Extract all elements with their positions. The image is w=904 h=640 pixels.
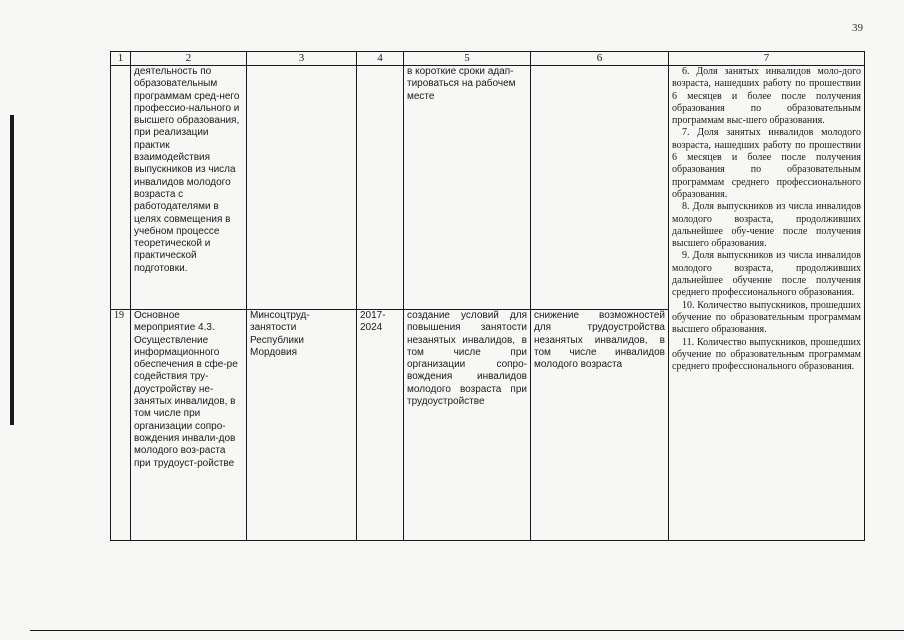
indicator-11: 11. Количество выпускников, прошедших обучение по образовательным программам среднего профессионального образования. — [672, 336, 861, 373]
header-col-7: 7 — [669, 52, 865, 66]
indicator-8: 8. Доля выпускников из числа инвалидов молодого возраста, продолживших дальнейшее обу-чение после получения высшего образования. — [672, 201, 861, 250]
header-row — [111, 52, 865, 66]
row19-executor: Минсоцтруд-занятости Республики Мордовия — [247, 310, 357, 541]
scan-edge-mark — [10, 115, 14, 425]
cont-col3 — [247, 66, 357, 310]
indicator-6: 6. Доля занятых инвалидов моло-дого возраста, нашедших работу по прошествии 6 месяцев и более после получения образования по образовательным программам выс-шего образования. — [672, 66, 861, 127]
bottom-rule — [30, 630, 904, 631]
indicator-9: 9. Доля выпускников из числа инвалидов молодого возраста, продолживших дальнейшее обучение после получения среднего профессионального образования. — [672, 250, 861, 299]
row19-period: 2017-2024 — [357, 310, 404, 541]
measures-table — [110, 51, 865, 541]
page-number: 39 — [852, 22, 863, 34]
cont-col2: деятельность по образовательным программам сред-него профессио-нального и высшего образования, при реализации практик взаимодействия выпускников из числа инвалидов молодого возраста с работодателями в целях совмещения в учебном процессе теоретической и практической подготовки. — [131, 66, 247, 310]
table-row-continued — [111, 66, 865, 310]
header-col-6: 6 — [531, 52, 669, 66]
cont-col4 — [357, 66, 404, 310]
indicator-7: 7. Доля занятых инвалидов молодого возраста, нашедших работу по прошествии 6 месяцев и более после получения образования по образовательным программам среднего профессионального образования. — [672, 127, 861, 200]
header-col-2: 2 — [131, 52, 247, 66]
header-col-3: 3 — [247, 52, 357, 66]
row19-number: 19 — [111, 310, 131, 541]
cont-col5: в короткие сроки адап-тироваться на рабочем месте — [404, 66, 531, 310]
header-col-4: 4 — [357, 52, 404, 66]
header-col-1: 1 — [111, 52, 131, 66]
row19-consequence: снижение возможностей для трудоустройства незанятых инвалидов, в том числе инвалидов молодого возраста — [531, 310, 669, 541]
indicator-10: 10. Количество выпускников, прошедших обучение по образовательным программам высшего образования. — [672, 299, 861, 336]
row19-result: создание условий для повышения занятости незанятых инвалидов, в том числе при организации сопро-вождения инвалидов молодого возраста при трудоустройстве — [404, 310, 531, 541]
row19-measure: Основное мероприятие 4.3. Осуществление информационного обеспечения в сфе-ре содействия тру-доустройству не-занятых инвалидов, в том числе при организации сопро-вождения инвали-дов молодого воз-раста при трудоуст-ройстве — [131, 310, 247, 541]
indicators-cell — [669, 66, 865, 541]
cont-col1 — [111, 66, 131, 310]
header-col-5: 5 — [404, 52, 531, 66]
cont-col6 — [531, 66, 669, 310]
